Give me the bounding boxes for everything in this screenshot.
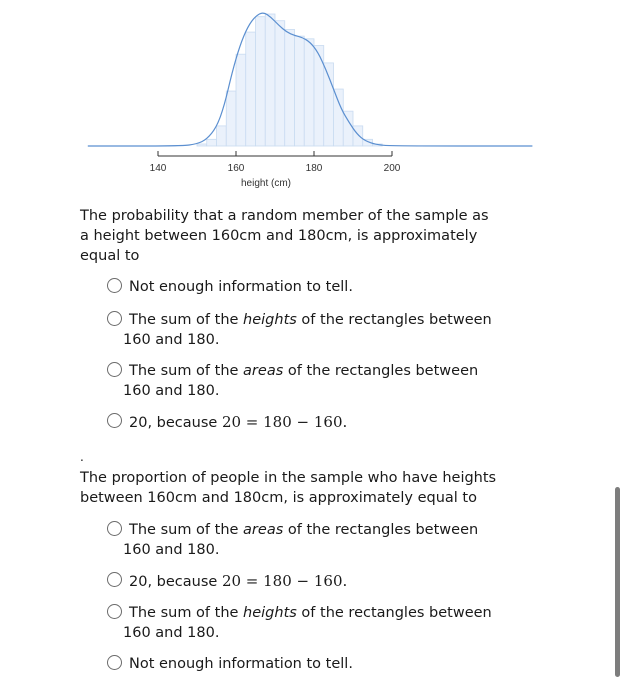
radio-button[interactable] bbox=[107, 278, 122, 293]
q2-option-sum-heights[interactable]: The sum of the heights of the rectangles between 160 and 180. bbox=[107, 603, 497, 643]
x-axis-ticks bbox=[150, 151, 401, 174]
radio-button[interactable] bbox=[107, 521, 122, 536]
q1-option-sum-areas[interactable]: The sum of the areas of the rectangles between 160 and 180. bbox=[107, 361, 497, 401]
histogram-bar bbox=[353, 126, 363, 146]
radio-button[interactable] bbox=[107, 362, 122, 377]
radio-button[interactable] bbox=[107, 655, 122, 670]
radio-button[interactable] bbox=[107, 413, 122, 428]
x-tick-label: 200 bbox=[383, 163, 401, 174]
radio-button[interactable] bbox=[107, 572, 122, 587]
q2-option-sum-areas[interactable]: The sum of the areas of the rectangles between 160 and 180. bbox=[107, 520, 497, 560]
histogram-bar bbox=[295, 36, 305, 146]
radio-button[interactable] bbox=[107, 311, 122, 326]
radio-button[interactable] bbox=[107, 604, 122, 619]
histogram-bar bbox=[256, 17, 266, 146]
histogram-bar bbox=[207, 139, 217, 146]
scrollbar-thumb[interactable] bbox=[615, 487, 620, 677]
q2-option-twenty[interactable]: 20, because 20 = 180 − 160. bbox=[107, 571, 497, 592]
x-tick-label: 160 bbox=[227, 163, 245, 174]
q1-option-not-enough-info[interactable]: Not enough information to tell. bbox=[107, 277, 497, 297]
histogram-bar bbox=[343, 111, 353, 146]
histogram-bar bbox=[246, 32, 256, 146]
height-histogram bbox=[0, 0, 625, 200]
histogram-bar bbox=[275, 21, 285, 146]
histogram-bar bbox=[226, 91, 236, 146]
q1-option-sum-heights[interactable]: The sum of the heights of the rectangles between 160 and 180. bbox=[107, 310, 497, 350]
histogram-bar bbox=[334, 89, 344, 146]
histogram-bar bbox=[236, 54, 246, 146]
histogram-bar bbox=[304, 39, 314, 146]
x-tick-label: 180 bbox=[305, 163, 323, 174]
question-1-text: The probability that a random member of the sample as a height between 160cm and 180cm, is approximately equal to bbox=[80, 208, 489, 264]
separator-dot: . bbox=[80, 450, 84, 464]
q1-option-twenty[interactable]: 20, because 20 = 180 − 160. bbox=[107, 412, 497, 433]
question-2-text: The proportion of people in the sample who have heights between 160cm and 180cm, is approximately equal to bbox=[80, 470, 497, 506]
q2-option-not-enough-info[interactable]: Not enough information to tell. bbox=[107, 654, 497, 674]
histogram-bar bbox=[285, 29, 295, 146]
histogram-bar bbox=[265, 14, 275, 146]
x-tick-label: 140 bbox=[149, 163, 167, 174]
histogram-bar bbox=[197, 144, 207, 146]
histogram-bar bbox=[217, 126, 227, 146]
x-axis-label: height (cm) bbox=[240, 178, 292, 189]
